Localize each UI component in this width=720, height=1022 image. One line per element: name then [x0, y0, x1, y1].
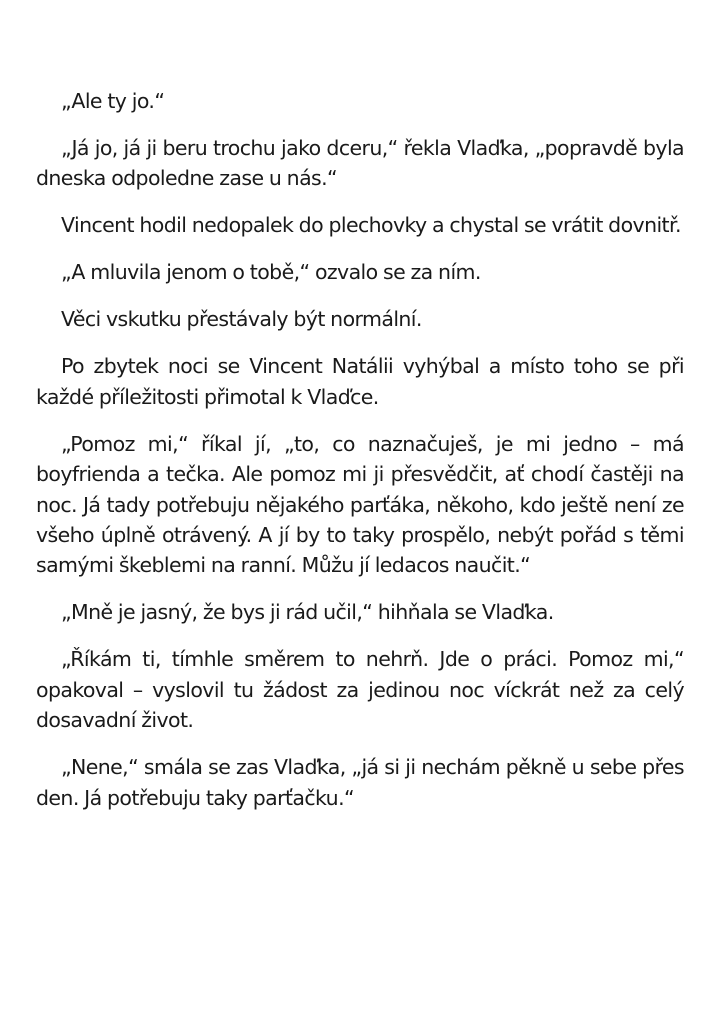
paragraph-8: „Mně je jasný, že bys ji rád učil,“ hihňala se Vlaďka.	[61, 600, 554, 625]
paragraph-6: Po zbytek noci se Vincent Natálii vyhýbal a místo toho se při každé příležitosti přimotal k Vlaďce.	[36, 354, 684, 409]
paragraph-9: „Říkám ti, tímhle směrem to nehrň. Jde o práci. Pomoz mi,“ opakoval – vyslovil tu žádost za jedinou noc víckrát než za celý dosavadní život.	[36, 647, 684, 733]
paragraph-2: „Já jo, já ji beru trochu jako dceru,“ řekla Vlaďka, „popravdě byla dneska odpoledne zase u nás.“	[36, 136, 684, 191]
paragraph-5: Věci vskutku přestávaly být normální.	[61, 307, 422, 332]
paragraph-3: Vincent hodil nedopalek do plechovky a chystal se vrátit dovnitř.	[61, 213, 681, 238]
paragraph-1: „Ale ty jo.“	[61, 89, 165, 113]
paragraph-10: „Nene,“ smála se zas Vlaďka, „já si ji nechám pěkně u sebe přes den. Já potřebuju taky parťačku.“	[36, 755, 684, 810]
book-page	[36, 86, 684, 830]
paragraph-4: „A mluvila jenom o tobě,“ ozvalo se za ním.	[61, 260, 481, 285]
paragraph-7: „Pomoz mi,“ říkal jí, „to, co naznačuješ, je mi jedno – má boyfrienda a tečka. Ale pomoz mi ji přesvědčit, ať chodí častěji na noc. Já tady potřebuju nějakého parťáka, někoho, kdo ještě není ze všeho úplně otrávený. A jí by to taky prospělo, nebýt pořád s těmi samými škeblemi na ranní. Můžu jí ledacos naučit.“	[36, 431, 684, 578]
